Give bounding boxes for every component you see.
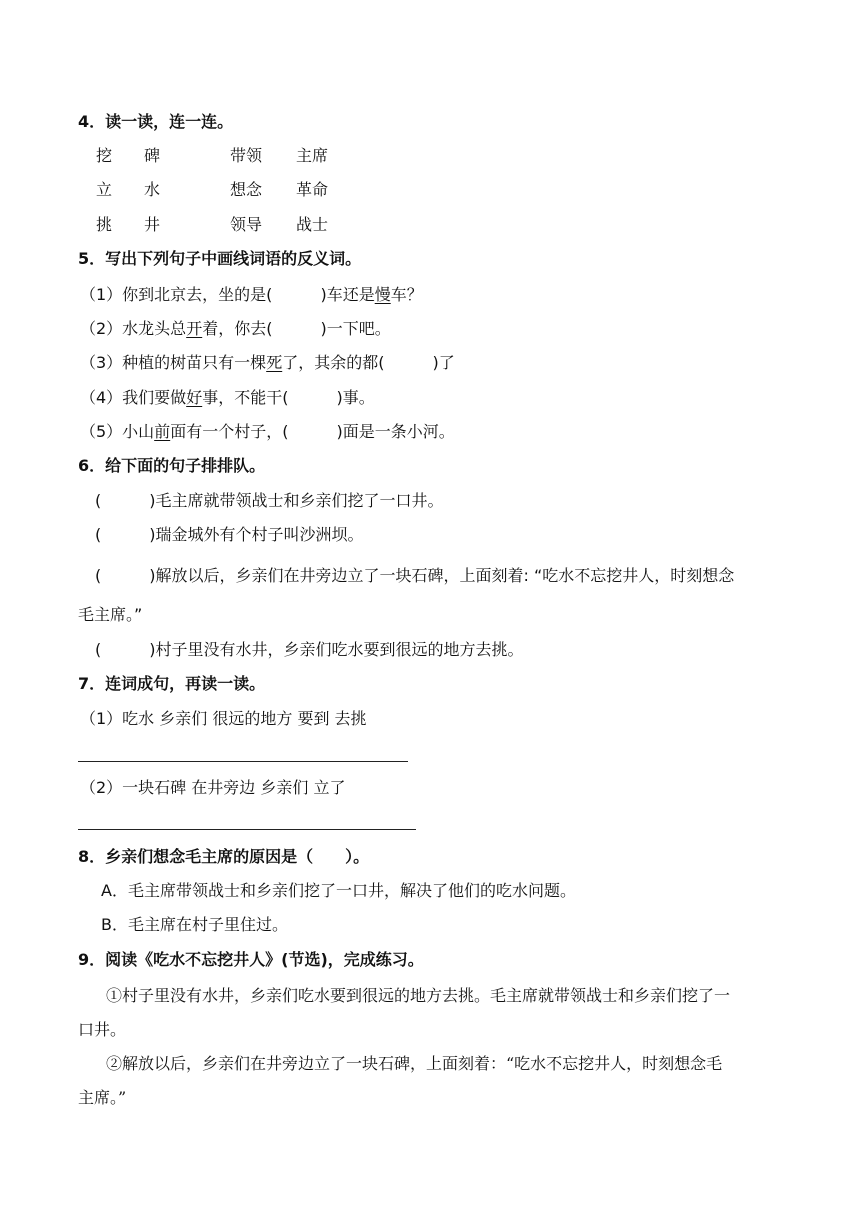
q6-item-3-cont: 毛主席。” xyxy=(78,605,143,624)
q5-title: 5．写出下列句子中画线词语的反义词。 xyxy=(78,249,362,268)
q5-1-blank[interactable] xyxy=(272,285,320,304)
q5-1-pre: （1）你到北京去，坐的是( xyxy=(80,285,273,304)
q4-r2-d: 革命 xyxy=(296,180,329,199)
q5-4-blank[interactable] xyxy=(288,388,336,407)
q5-4-underlined: 好 xyxy=(186,388,203,407)
q6-item-2: ( )瑞金城外有个村子叫沙洲坝。 xyxy=(95,525,364,544)
q5-1-tail: 车？ xyxy=(390,285,423,304)
q5-2-pre: （2）水龙头总 xyxy=(80,319,187,338)
q5-2-tail: )一下吧。 xyxy=(320,319,391,338)
q4-title: 4．读一读，连一连。 xyxy=(78,112,234,131)
q8-title: 8．乡亲们想念毛主席的原因是（ ）。 xyxy=(78,847,370,866)
q5-3-underlined: 死 xyxy=(266,353,283,372)
q5-5-tail: )面是一条小河。 xyxy=(336,422,455,441)
q9-para-2-cont: 主席。” xyxy=(78,1088,127,1107)
q6-item-3: ( )解放以后，乡亲们在井旁边立了一块石碑，上面刻着: “吃水不忘挖井人，时刻想念 xyxy=(95,566,735,585)
q6-item-4: ( )村子里没有水井，乡亲们吃水要到很远的地方去挑。 xyxy=(95,640,524,659)
q5-2-post: 着，你去( xyxy=(202,319,273,338)
q5-4-tail: )事。 xyxy=(336,388,375,407)
q4-r3-c: 领导 xyxy=(230,215,263,234)
q9-para-1-cont: 口井。 xyxy=(78,1020,127,1039)
q7-answer-line-2[interactable] xyxy=(78,829,416,830)
q5-3-tail: )了 xyxy=(432,353,455,372)
q4-r1-c: 带领 xyxy=(230,146,263,165)
q5-2-blank[interactable] xyxy=(272,319,320,338)
q5-3-pre: （3）种植的树苗只有一棵 xyxy=(80,353,267,372)
q4-r2-c: 想念 xyxy=(230,180,263,199)
q7-item-1: （1）吃水 乡亲们 很远的地方 要到 去挑 xyxy=(80,709,367,728)
q4-r1-a: 挖 xyxy=(96,146,113,165)
q5-2-underlined: 开 xyxy=(186,319,203,338)
q5-item-5 xyxy=(80,421,455,443)
q5-3-blank[interactable] xyxy=(384,353,432,372)
q8-option-a[interactable]: A．毛主席带领战士和乡亲们挖了一口井，解决了他们的吃水问题。 xyxy=(101,881,576,900)
q7-answer-line-1[interactable] xyxy=(78,761,408,762)
q5-4-pre: （4）我们要做 xyxy=(80,388,187,407)
q5-1-underlined: 慢 xyxy=(374,285,391,304)
q5-item-2 xyxy=(80,318,391,340)
q8-option-b[interactable]: B．毛主席在村子里住过。 xyxy=(101,915,288,934)
q7-title: 7．连词成句，再读一读。 xyxy=(78,674,266,693)
q7-item-2: （2）一块石碑 在井旁边 乡亲们 立了 xyxy=(80,778,346,797)
q5-5-pre: （5）小山 xyxy=(80,422,155,441)
q5-5-post: 面有一个村子，( xyxy=(170,422,289,441)
q4-r1-d: 主席 xyxy=(296,146,329,165)
q5-item-3 xyxy=(80,352,455,374)
q4-r2-a: 立 xyxy=(96,180,113,199)
q9-para-2: ②解放以后，乡亲们在井旁边立了一块石碑，上面刻着：“吃水不忘挖井人，时刻想念毛 xyxy=(106,1054,723,1073)
q4-r3-d: 战士 xyxy=(296,215,329,234)
q5-3-post: 了，其余的都( xyxy=(282,353,385,372)
q5-5-underlined: 前 xyxy=(154,422,171,441)
q6-item-1: ( )毛主席就带领战士和乡亲们挖了一口井。 xyxy=(95,491,444,510)
q5-item-4 xyxy=(80,387,375,409)
q4-r1-b: 碑 xyxy=(144,146,161,165)
q5-1-post: )车还是 xyxy=(320,285,375,304)
q9-title: 9．阅读《吃水不忘挖井人》(节选)，完成练习。 xyxy=(78,950,424,969)
q4-r3-a: 挑 xyxy=(96,215,113,234)
q4-r2-b: 水 xyxy=(144,180,161,199)
q5-item-1 xyxy=(80,284,423,306)
q9-para-1: ①村子里没有水井，乡亲们吃水要到很远的地方去挑。毛主席就带领战士和乡亲们挖了一 xyxy=(106,986,731,1005)
q4-r3-b: 井 xyxy=(144,215,161,234)
q6-title: 6．给下面的句子排排队。 xyxy=(78,456,266,475)
q5-5-blank[interactable] xyxy=(288,422,336,441)
q5-4-post: 事，不能干( xyxy=(202,388,289,407)
